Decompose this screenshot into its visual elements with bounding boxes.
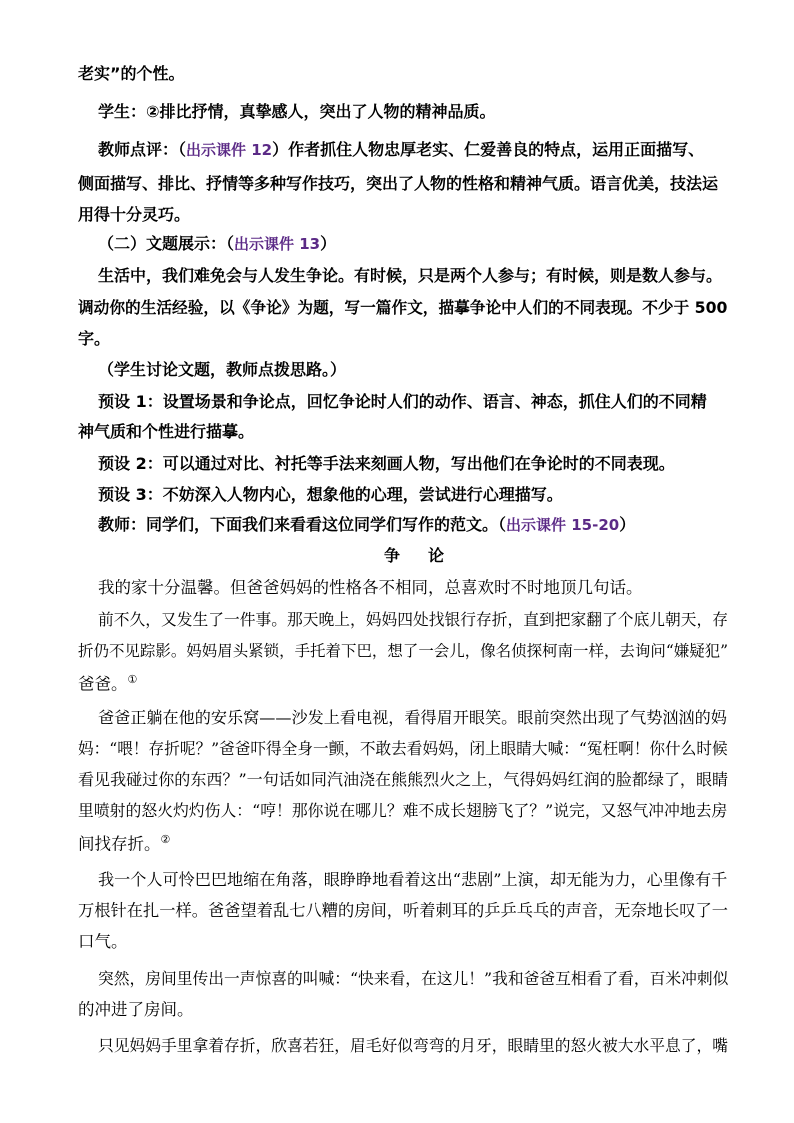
preset-3: 预设 3：不妨深入人物内心，想象他的心理，尝试进行心理描写。 [98, 485, 563, 504]
essay-line: 我一个人可怜巴巴地缩在角落，眼睁睁地看着这出“悲剧”上演，却无能为力，心里像有千 [98, 870, 728, 889]
essay-line: 看见我碰过你的东西？”一句话如同汽油浇在熊熊烈火之上，气得妈妈红润的脸都绿了，眼睛 [78, 770, 729, 789]
preset-1-line: 预设 1：设置场景和争论点，回忆争论时人们的动作、语言、神态，抓住人们的不同精 [98, 392, 707, 411]
essay-line: 爸爸。① [78, 673, 138, 694]
essay-line: 前不久，又发生了一件事。那天晚上，妈妈四处找银行存折，直到把家翻了个底儿朝天，存 [98, 610, 728, 629]
annotation-marker: ② [160, 833, 171, 846]
courseware-ref: 出示课件 12 [186, 141, 273, 159]
essay-line: 口气。 [78, 932, 128, 951]
discussion-note: （学生讨论文题，教师点拨思路。） [98, 360, 347, 379]
essay-line: 万根针在扎一样。爸爸望着乱七八糟的房间，听着刺耳的乒乒乓乓的声音，无奈地长叹了一 [78, 901, 728, 920]
essay-line: 只见妈妈手里拿着存折，欣喜若狂，眉毛好似弯弯的月牙，眼睛里的怒火被大水平息了，嘴 [98, 1036, 728, 1055]
essay-line: 我的家十分温馨。但爸爸妈妈的性格各不相同，总喜欢时不时地顶几句话。 [98, 578, 643, 597]
preset-2: 预设 2：可以通过对比、衬托等手法来刻画人物，写出他们在争论时的不同表现。 [98, 454, 675, 473]
essay-line: 间找存折。② [78, 833, 171, 854]
teacher-comment-line: 教师点评：（出示课件 12）作者抓住人物忠厚老实、仁爱善良的特点，运用正面描写、 [98, 140, 705, 159]
paragraph-line: 用得十分灵巧。 [78, 205, 191, 224]
essay-line: 爸爸正躺在他的安乐窝——沙发上看电视，看得眉开眼笑。眼前突然出现了气势汹汹的妈 [98, 708, 727, 727]
essay-line: 里喷射的怒火灼灼伤人：“哼！那你说在哪儿？难不成长翅膀飞了？”说完，又怒气冲冲地去房 [78, 801, 728, 820]
essay-line: 妈：“喂！存折呢？”爸爸吓得全身一颤，不敢去看妈妈，闭上眼睛大喊：“冤枉啊！你什么时候 [78, 739, 728, 758]
essay-line: 突然，房间里传出一声惊喜的叫喊：“快来看，在这儿！”我和爸爸互相看了看，百米冲刺似 [98, 969, 729, 988]
prompt-line: 字。 [78, 329, 111, 348]
essay-title: 争 论 [384, 546, 445, 565]
student-answer: 学生：②排比抒情，真挚感人，突出了人物的精神品质。 [98, 102, 496, 121]
annotation-marker: ① [127, 673, 138, 686]
prompt-line: 生活中，我们难免会与人发生争论。有时候，只是两个人参与；有时候，则是数人参与。 [98, 266, 723, 285]
essay-line: 的冲进了房间。 [78, 1000, 194, 1019]
paragraph-line: 侧面描写、排比、抒情等多种写作技巧，突出了人物的性格和精神气质。语言优美，技法运 [78, 174, 719, 193]
paragraph-line: 老实”的个性。 [78, 64, 185, 83]
courseware-ref: 出示课件 15-20 [506, 516, 620, 534]
prompt-line: 调动你的生活经验，以《争论》为题，写一篇作文，描摹争论中人们的不同表现。不少于 500 [78, 298, 728, 317]
courseware-ref: 出示课件 13 [234, 235, 321, 253]
teacher-intro-line: 教师：同学们，下面我们来看看这位同学们写作的范文。（出示课件 15-20） [98, 515, 636, 534]
section-heading: （二）文题展示：（出示课件 13） [98, 234, 337, 253]
essay-line: 折仍不见踪影。妈妈眉头紧锁，手托着下巴，想了一会儿，像名侦探柯南一样，去询问“嫌疑犯” [78, 642, 729, 660]
preset-1-line: 神气质和个性进行描摹。 [78, 422, 255, 441]
